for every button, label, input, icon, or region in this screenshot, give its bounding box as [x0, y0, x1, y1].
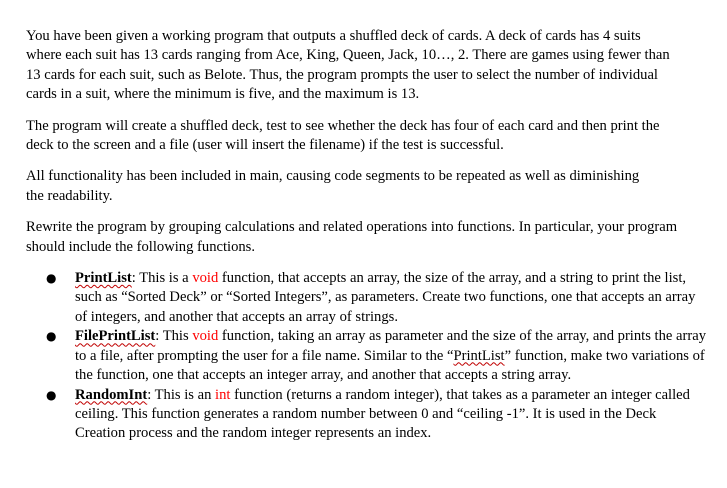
function-description: : This	[155, 328, 193, 345]
function-list	[26, 269, 706, 444]
return-type-keyword: void	[192, 328, 219, 345]
function-description: : This is an	[147, 386, 216, 403]
intro-paragraph: You have been given a working program that outputs a shuffled deck of cards. A deck of cards has 4 suits where each suit has 13 cards ranging from Ace, King, Queen, Jack, 10…, 2. There are games using fewer than 13 cards for each suit, such as Belote. Thus, the program prompts the user to select the number of individual cards in a suit, where the minimum is five, and the maximum is 13.	[26, 28, 670, 103]
program-behavior-paragraph: The program will create a shuffled deck, test to see whether the deck has four of each card and then print the deck to the screen and a file (user will insert the filename) if the test is successful.	[26, 117, 660, 154]
function-name: PrintList	[75, 270, 132, 287]
document-page	[26, 27, 706, 444]
bullet-icon: ●	[46, 271, 57, 286]
function-description: ” function, make two variations of the function, one that accepts an integer array, and another that accepts a string array.	[75, 347, 705, 384]
function-description: function, that accepts an array, the size of the array, and a string to print the list, such as “Sorted Deck” or “Sorted Integers”, as parameters. Create two functions, one that accepts an array of integers, and another that accepts an array of strings.	[75, 270, 696, 325]
list-item-fileprintlist	[26, 327, 706, 385]
function-description: : This is a	[131, 270, 193, 287]
rewrite-instructions-paragraph: Rewrite the program by grouping calculations and related operations into functions. In particular, your program should include the following functions.	[26, 219, 678, 255]
function-description: function, taking an array as parameter and the size of the array, and prints the array to a file, after prompting the user for a file name. Similar to the “	[75, 328, 706, 364]
list-item-randomint	[26, 386, 706, 444]
functionality-paragraph: All functionality has been included in main, causing code segments to be repeated as well as diminishing the readability.	[26, 168, 640, 204]
return-type-keyword: void	[192, 270, 219, 287]
function-reference: PrintList	[453, 347, 505, 364]
bullet-icon: ●	[46, 387, 57, 402]
function-name: RandomInt	[75, 386, 148, 403]
return-type-keyword: int	[215, 386, 231, 403]
list-item-printlist	[26, 269, 706, 327]
bullet-icon: ●	[46, 329, 57, 344]
function-name: FilePrintList	[75, 328, 156, 345]
function-description: function (returns a random integer), that takes as a parameter an integer called ceiling. This function generates a random number between 0 and “ceiling -1”. It is used in the Deck Creation process and the random integer represents an index.	[75, 386, 690, 442]
